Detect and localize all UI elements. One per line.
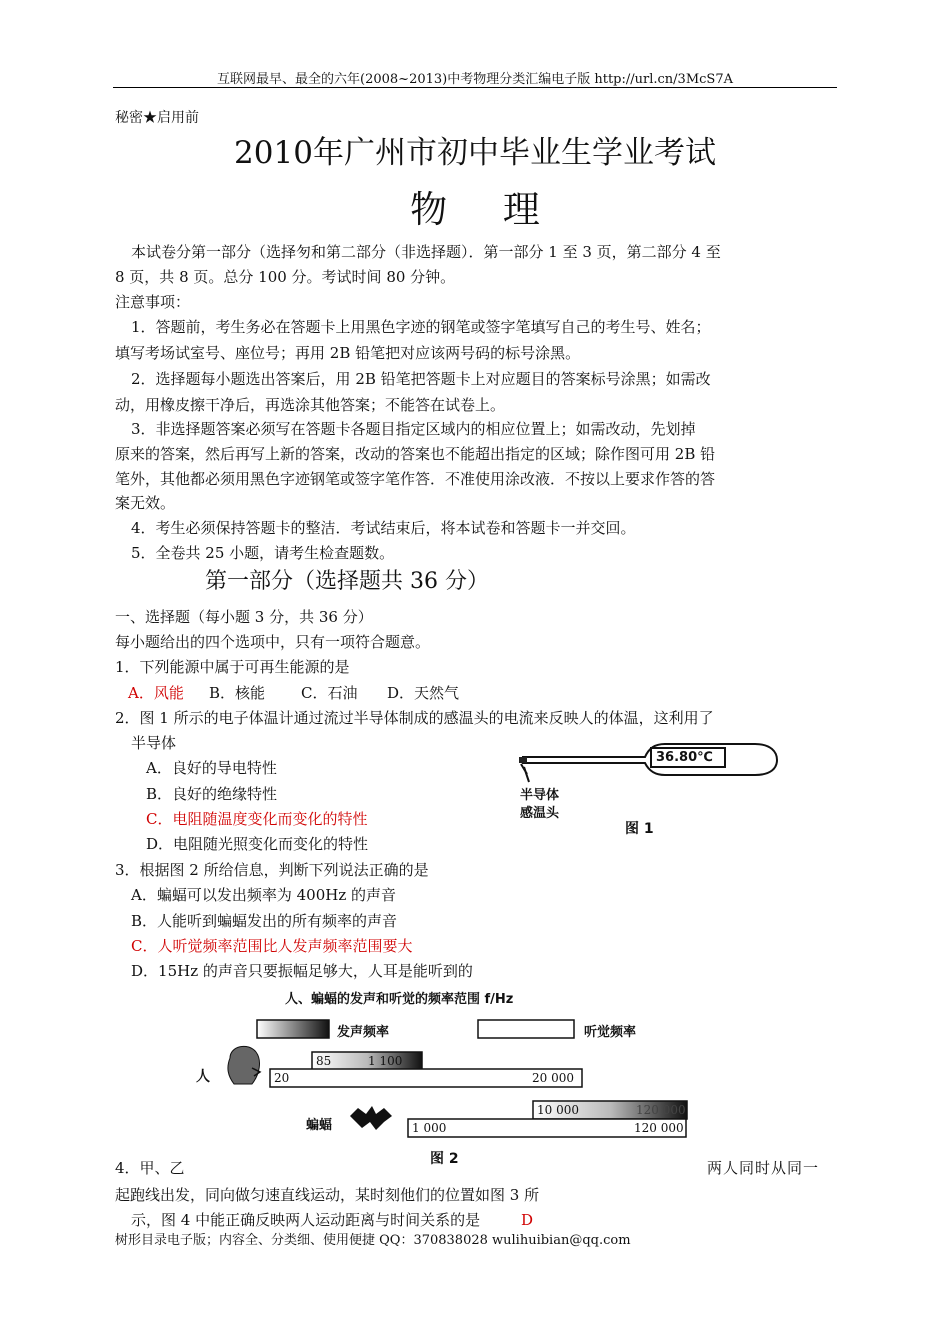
bat-emit-low: 10 000 xyxy=(537,1103,579,1117)
page-footer: 树形目录电子版；内容全、分类细、使用便捷 QQ：370838028 wulihuibian@qq.com xyxy=(115,1233,631,1248)
notice-2b: 动，用橡皮擦干净后，再选涂其他答案；不能答在试卷上。 xyxy=(115,396,506,414)
q3-option-d: D．15Hz 的声音只要振幅足够大，人耳是能听到的 xyxy=(131,962,473,980)
q1-option-b: B．核能 xyxy=(209,684,266,702)
q2-stem-1: 2．图 1 所示的电子体温计通过流过半导体制成的感温头的电流来反映人的体温，这利用了 xyxy=(115,709,714,727)
bat-hear-low: 1 000 xyxy=(412,1121,447,1135)
q1-option-a: A．风能 xyxy=(128,684,184,702)
fig1-caption: 图 1 xyxy=(625,821,654,837)
legend-emit: 发声频率 xyxy=(337,1025,390,1040)
person-emit-high: 1 100 xyxy=(368,1054,403,1068)
notice-2a: 2．选择题每小题选出答案后，用 2B 铅笔把答题卡上对应题目的答案标号涂黑；如需改 xyxy=(131,370,711,388)
notice-5: 5．全卷共 25 小题，请考生检查题数。 xyxy=(131,544,395,562)
person-hear-low: 20 xyxy=(274,1071,290,1085)
fig1-label-sensor: 感温头 xyxy=(520,806,560,821)
intro-line-2: 8 页，共 8 页。总分 100 分。考试时间 80 分钟。 xyxy=(115,268,456,286)
notice-3d: 案无效。 xyxy=(115,494,176,512)
q4-line-2: 起跑线出发，同向做匀速直线运动，某时刻他们的位置如图 3 所 xyxy=(115,1186,540,1204)
thermometer-display: 36.80℃ xyxy=(656,750,713,765)
bat-hear-high: 120 000 xyxy=(634,1121,684,1135)
person-hear-high: 20 000 xyxy=(532,1071,574,1085)
intro-line-1: 本试卷分第一部分（选择匇和第二部分（非选择题）．第一部分 1 至 3 页，第二部分 4 至 xyxy=(131,243,721,261)
q3-option-b: B．人能听到蝙蝠发出的所有频率的声音 xyxy=(131,912,398,930)
q1-option-c: C．石油 xyxy=(301,684,358,702)
q4-stem-left: 4．甲、乙 xyxy=(115,1159,185,1177)
section-desc: 每小题给出的四个选项中，只有一项符合题意。 xyxy=(115,633,431,651)
notice-1a: 1．答题前，考生务必在答题卡上用黑色字迹的钢笔或签字笔填写自己的考生号、姓名； xyxy=(131,318,711,336)
q4-stem-right: 两人同时从同一 xyxy=(707,1159,820,1177)
secret-mark: 秘密★启用前 xyxy=(115,110,199,126)
notice-3b: 原来的答案，然后再写上新的答案，改动的答案也不能超出指定的区域；除作图可用 2B 铅 xyxy=(115,445,716,463)
exam-title: 2010年广州市初中毕业生学业考试 xyxy=(234,135,716,171)
figure-2-frequency-ranges xyxy=(190,988,700,1168)
q2-option-d: D．电阻随光照变化而变化的特性 xyxy=(146,835,369,853)
q1-option-d: D．天然气 xyxy=(387,684,460,702)
legend-hear: 听觉频率 xyxy=(584,1025,637,1040)
exam-subject: 物 理 xyxy=(410,188,562,231)
header-rule xyxy=(113,87,837,88)
person-head-icon xyxy=(228,1046,260,1084)
fig1-label-semiconductor: 半导体 xyxy=(520,788,560,803)
frequency-diagram xyxy=(190,988,700,1168)
q2-stem-2: 半导体 xyxy=(131,734,177,752)
q2-option-a: A．良好的导电特性 xyxy=(146,759,277,777)
q3-stem: 3．根据图 2 所给信息，判断下列说法正确的是 xyxy=(115,861,429,879)
notice-4: 4．考生必须保持答题卡的整洁．考试结束后，将本试卷和答题卡一并交回。 xyxy=(131,519,636,537)
q4-answer: D xyxy=(521,1211,534,1229)
bat-icon xyxy=(350,1106,392,1130)
notice-3a: 3．非选择题答案必须写在答题卡各题目指定区域内的相应位置上；如需改动，先划掉 xyxy=(131,420,696,438)
q4-line-3: 示，图 4 中能正确反映两人运动距离与时间关系的是 xyxy=(131,1211,481,1229)
notice-3c: 笔外，其他都必须用黑色字迹钢笔或签字笔作答．不准使用涂改液．不按以上要求作答的答 xyxy=(115,470,716,488)
notice-heading: 注意事项： xyxy=(115,293,191,311)
section-heading: 一、选择题（每小题 3 分，共 36 分） xyxy=(115,608,373,626)
part1-title: 第一部分（选择题共 36 分） xyxy=(205,569,489,594)
q2-option-c: C．电阻随温度变化而变化的特性 xyxy=(146,810,368,828)
q1-stem: 1．下列能源中属于可再生能源的是 xyxy=(115,658,350,676)
page-header: 互联网最早、最全的六年(2008~2013)中考物理分类汇编电子版 http://url.cn/3McS7A xyxy=(217,72,733,87)
fig2-caption: 图 2 xyxy=(430,1151,459,1167)
bat-emit-high: 120 000 xyxy=(636,1103,686,1117)
label-person: 人 xyxy=(196,1069,210,1085)
person-emit-low: 85 xyxy=(316,1054,332,1068)
q3-option-c: C．人听觉频率范围比人发声频率范围要大 xyxy=(131,937,413,955)
notice-1b: 填写考场试室号、座位号；再用 2B 铅笔把对应该两号码的标号涂黑。 xyxy=(115,344,581,362)
q3-option-a: A．蝙蝠可以发出频率为 400Hz 的声音 xyxy=(131,886,396,904)
q2-option-b: B．良好的绝缘特性 xyxy=(146,785,278,803)
label-bat: 蝙蝠 xyxy=(306,1118,333,1133)
figure-1-thermometer xyxy=(515,738,780,838)
fig2-title: 人、蝙蝠的发声和听觉的频率范围 f/Hz xyxy=(285,992,514,1007)
